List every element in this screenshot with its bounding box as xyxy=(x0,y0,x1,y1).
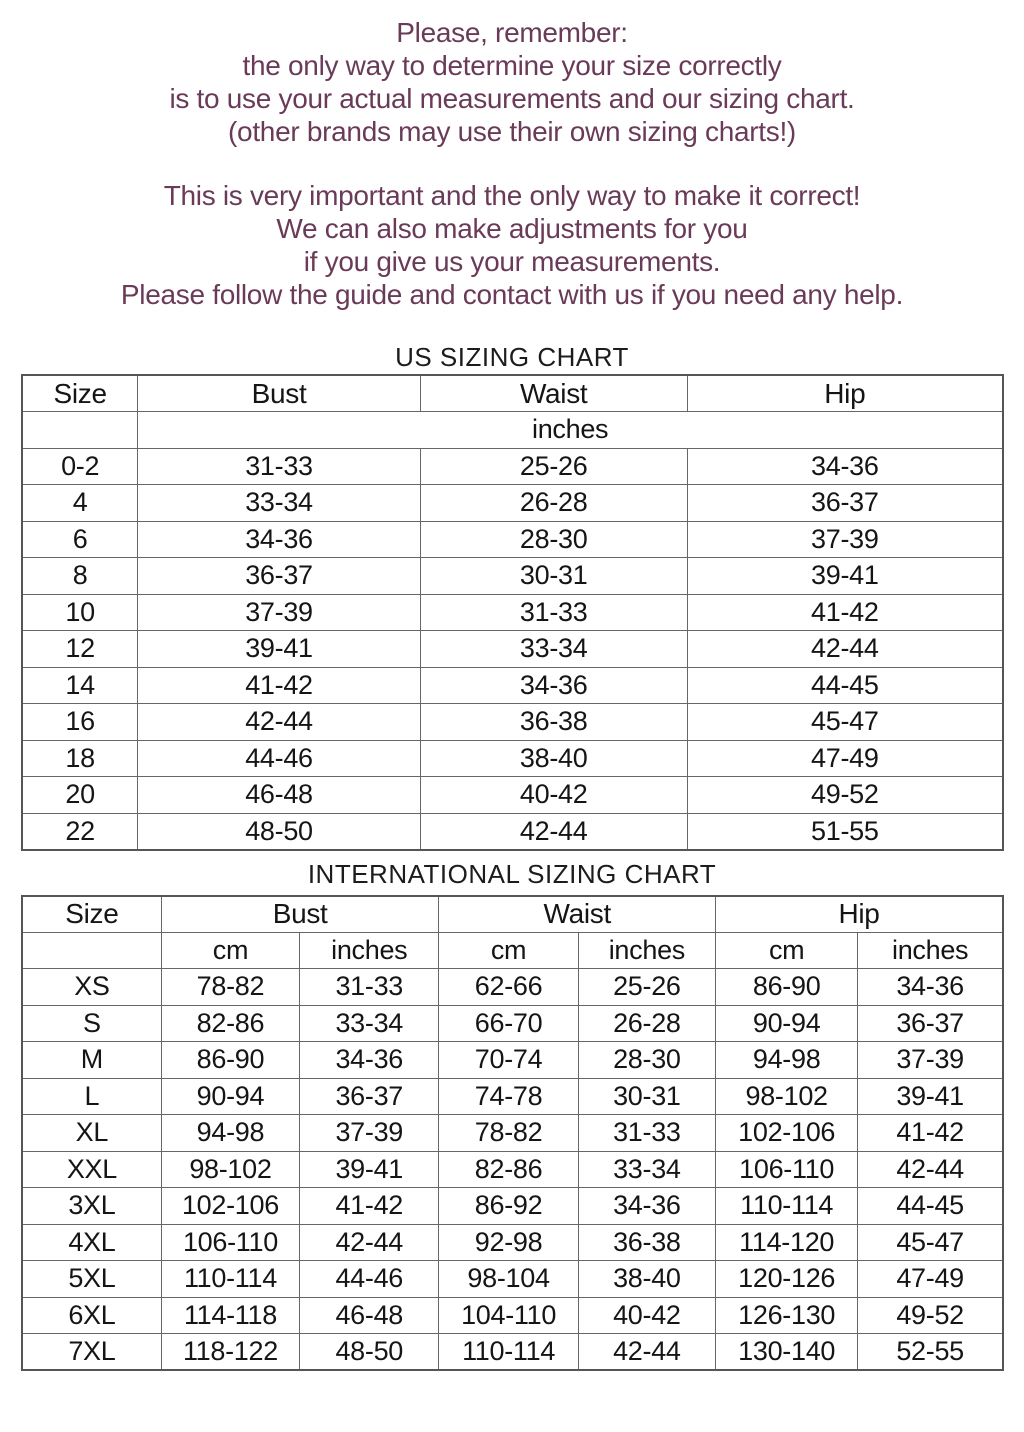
cell-waist_cm: 86-92 xyxy=(439,1188,578,1225)
cell-size: S xyxy=(22,1005,161,1042)
cell-hip_in: 39-41 xyxy=(858,1078,1003,1115)
table-row xyxy=(22,485,1003,522)
cell-waist_cm: 98-104 xyxy=(439,1261,578,1298)
cell-hip: 34-36 xyxy=(687,448,1003,485)
cell-bust_cm: 82-86 xyxy=(161,1005,299,1042)
table-row xyxy=(22,448,1003,485)
cell-waist: 38-40 xyxy=(420,740,687,777)
cell-waist_in: 38-40 xyxy=(578,1261,715,1298)
cell-size: 4XL xyxy=(22,1224,161,1261)
cell-hip: 36-37 xyxy=(687,485,1003,522)
cell-bust_cm: 98-102 xyxy=(161,1151,299,1188)
cell-waist_cm: 82-86 xyxy=(439,1151,578,1188)
cell-bust_in: 31-33 xyxy=(300,969,439,1006)
cell-size: 18 xyxy=(22,740,138,777)
units-label: inches xyxy=(578,932,715,969)
cell-bust: 37-39 xyxy=(138,594,421,631)
us-table-body xyxy=(22,448,1003,850)
cell-bust: 44-46 xyxy=(138,740,421,777)
cell-hip_in: 45-47 xyxy=(858,1224,1003,1261)
cell-size: 7XL xyxy=(22,1334,161,1371)
intro-line: if you give us your measurements. xyxy=(303,246,721,277)
cell-waist_cm: 92-98 xyxy=(439,1224,578,1261)
cell-size: 10 xyxy=(22,594,138,631)
cell-size: 22 xyxy=(22,813,138,850)
cell-waist_cm: 74-78 xyxy=(439,1078,578,1115)
empty-cell xyxy=(22,412,138,449)
cell-bust: 36-37 xyxy=(138,558,421,595)
cell-waist: 40-42 xyxy=(420,777,687,814)
intro-line: We can also make adjustments for you xyxy=(276,213,748,244)
intl-header-row xyxy=(22,896,1003,933)
units-label: cm xyxy=(716,932,858,969)
intro-line: is to use your actual measurements and our sizing chart. xyxy=(169,83,855,114)
cell-hip: 49-52 xyxy=(687,777,1003,814)
column-header-waist: Waist xyxy=(420,375,687,412)
cell-hip_cm: 98-102 xyxy=(716,1078,858,1115)
cell-bust_in: 48-50 xyxy=(300,1334,439,1371)
cell-size: 12 xyxy=(22,631,138,668)
cell-waist: 33-34 xyxy=(420,631,687,668)
cell-hip_in: 52-55 xyxy=(858,1334,1003,1371)
cell-waist_in: 25-26 xyxy=(578,969,715,1006)
cell-hip_cm: 126-130 xyxy=(716,1297,858,1334)
cell-bust_cm: 102-106 xyxy=(161,1188,299,1225)
cell-size: L xyxy=(22,1078,161,1115)
cell-waist_in: 30-31 xyxy=(578,1078,715,1115)
cell-waist: 36-38 xyxy=(420,704,687,741)
cell-waist_in: 26-28 xyxy=(578,1005,715,1042)
units-label: inches xyxy=(858,932,1003,969)
cell-bust: 33-34 xyxy=(138,485,421,522)
cell-waist_in: 34-36 xyxy=(578,1188,715,1225)
us-sizing-table xyxy=(21,374,1004,851)
cell-size: XXL xyxy=(22,1151,161,1188)
cell-hip_in: 41-42 xyxy=(858,1115,1003,1152)
intro-line: Please follow the guide and contact with us if you need any help. xyxy=(120,279,904,310)
cell-waist: 25-26 xyxy=(420,448,687,485)
cell-hip_cm: 130-140 xyxy=(716,1334,858,1371)
cell-waist: 34-36 xyxy=(420,667,687,704)
table-row xyxy=(22,1151,1003,1188)
table-row xyxy=(22,1224,1003,1261)
cell-hip: 37-39 xyxy=(687,521,1003,558)
intl-table-body xyxy=(22,969,1003,1371)
cell-hip_in: 34-36 xyxy=(858,969,1003,1006)
cell-waist_cm: 78-82 xyxy=(439,1115,578,1152)
cell-waist_in: 33-34 xyxy=(578,1151,715,1188)
cell-bust_cm: 114-118 xyxy=(161,1297,299,1334)
cell-hip_in: 37-39 xyxy=(858,1042,1003,1079)
cell-bust: 41-42 xyxy=(138,667,421,704)
cell-bust_in: 36-37 xyxy=(300,1078,439,1115)
cell-waist_cm: 62-66 xyxy=(439,969,578,1006)
cell-bust: 31-33 xyxy=(138,448,421,485)
table-row xyxy=(22,594,1003,631)
table-row xyxy=(22,969,1003,1006)
table-row xyxy=(22,1115,1003,1152)
intro-line: Please, remember: xyxy=(396,17,628,48)
cell-size: 3XL xyxy=(22,1188,161,1225)
intro-line: This is very important and the only way to make it correct! xyxy=(163,180,861,211)
cell-hip_cm: 94-98 xyxy=(716,1042,858,1079)
intro-line: the only way to determine your size correctly xyxy=(242,50,782,81)
cell-bust_cm: 78-82 xyxy=(161,969,299,1006)
units-label: inches xyxy=(300,932,439,969)
cell-waist: 26-28 xyxy=(420,485,687,522)
cell-hip_cm: 90-94 xyxy=(716,1005,858,1042)
column-header-waist: Waist xyxy=(439,896,716,933)
column-header-hip: Hip xyxy=(687,375,1003,412)
cell-size: XL xyxy=(22,1115,161,1152)
table-row xyxy=(22,813,1003,850)
cell-size: 5XL xyxy=(22,1261,161,1298)
cell-bust_in: 34-36 xyxy=(300,1042,439,1079)
column-header-bust: Bust xyxy=(138,375,421,412)
us-units-row xyxy=(22,412,1003,449)
cell-bust_cm: 106-110 xyxy=(161,1224,299,1261)
intl-units-row xyxy=(22,932,1003,969)
cell-bust: 39-41 xyxy=(138,631,421,668)
cell-bust_in: 42-44 xyxy=(300,1224,439,1261)
cell-hip_in: 42-44 xyxy=(858,1151,1003,1188)
cell-hip: 51-55 xyxy=(687,813,1003,850)
units-label: inches xyxy=(138,412,1003,449)
cell-bust_in: 39-41 xyxy=(300,1151,439,1188)
cell-waist_in: 42-44 xyxy=(578,1334,715,1371)
cell-waist: 31-33 xyxy=(420,594,687,631)
cell-waist: 30-31 xyxy=(420,558,687,595)
intro-paragraph-gap xyxy=(0,148,1024,179)
intro-line: (other brands may use their own sizing charts!) xyxy=(228,116,796,147)
table-row xyxy=(22,1005,1003,1042)
cell-size: XS xyxy=(22,969,161,1006)
cell-hip: 44-45 xyxy=(687,667,1003,704)
cell-hip_cm: 114-120 xyxy=(716,1224,858,1261)
cell-hip_in: 49-52 xyxy=(858,1297,1003,1334)
cell-hip_in: 36-37 xyxy=(858,1005,1003,1042)
table-row xyxy=(22,704,1003,741)
table-row xyxy=(22,631,1003,668)
cell-bust_in: 44-46 xyxy=(300,1261,439,1298)
cell-bust_in: 46-48 xyxy=(300,1297,439,1334)
cell-size: 20 xyxy=(22,777,138,814)
cell-bust_cm: 90-94 xyxy=(161,1078,299,1115)
cell-hip: 42-44 xyxy=(687,631,1003,668)
table-row xyxy=(22,740,1003,777)
table-row xyxy=(22,1188,1003,1225)
cell-hip: 41-42 xyxy=(687,594,1003,631)
cell-size: 14 xyxy=(22,667,138,704)
cell-bust_cm: 118-122 xyxy=(161,1334,299,1371)
column-header-bust: Bust xyxy=(161,896,439,933)
cell-bust: 34-36 xyxy=(138,521,421,558)
cell-bust_cm: 94-98 xyxy=(161,1115,299,1152)
column-header-size: Size xyxy=(22,375,138,412)
cell-waist_cm: 110-114 xyxy=(439,1334,578,1371)
cell-bust_in: 33-34 xyxy=(300,1005,439,1042)
cell-waist_in: 28-30 xyxy=(578,1042,715,1079)
cell-size: 8 xyxy=(22,558,138,595)
cell-bust_cm: 86-90 xyxy=(161,1042,299,1079)
cell-waist: 42-44 xyxy=(420,813,687,850)
cell-waist_cm: 66-70 xyxy=(439,1005,578,1042)
cell-size: 16 xyxy=(22,704,138,741)
cell-size: 4 xyxy=(22,485,138,522)
cell-bust_in: 41-42 xyxy=(300,1188,439,1225)
intl-sizing-table xyxy=(21,895,1004,1372)
cell-size: M xyxy=(22,1042,161,1079)
cell-waist_in: 40-42 xyxy=(578,1297,715,1334)
table-row xyxy=(22,1042,1003,1079)
cell-waist_cm: 70-74 xyxy=(439,1042,578,1079)
table-row xyxy=(22,1078,1003,1115)
cell-bust: 46-48 xyxy=(138,777,421,814)
column-header-size: Size xyxy=(22,896,161,933)
column-header-hip: Hip xyxy=(716,896,1003,933)
cell-bust: 48-50 xyxy=(138,813,421,850)
cell-hip_cm: 102-106 xyxy=(716,1115,858,1152)
cell-hip_cm: 106-110 xyxy=(716,1151,858,1188)
intl-chart-title: INTERNATIONAL SIZING CHART xyxy=(307,858,717,889)
cell-hip_in: 44-45 xyxy=(858,1188,1003,1225)
cell-hip_cm: 86-90 xyxy=(716,969,858,1006)
cell-hip: 47-49 xyxy=(687,740,1003,777)
cell-hip: 45-47 xyxy=(687,704,1003,741)
cell-waist_cm: 104-110 xyxy=(439,1297,578,1334)
cell-bust_in: 37-39 xyxy=(300,1115,439,1152)
cell-size: 0-2 xyxy=(22,448,138,485)
units-label: cm xyxy=(439,932,578,969)
cell-waist: 28-30 xyxy=(420,521,687,558)
cell-size: 6XL xyxy=(22,1297,161,1334)
cell-bust_cm: 110-114 xyxy=(161,1261,299,1298)
table-row xyxy=(22,521,1003,558)
empty-cell xyxy=(22,932,161,969)
cell-size: 6 xyxy=(22,521,138,558)
cell-waist_in: 36-38 xyxy=(578,1224,715,1261)
cell-hip_in: 47-49 xyxy=(858,1261,1003,1298)
cell-bust: 42-44 xyxy=(138,704,421,741)
table-row xyxy=(22,1334,1003,1371)
table-row xyxy=(22,777,1003,814)
us-header-row xyxy=(22,375,1003,412)
units-label: cm xyxy=(161,932,299,969)
table-row xyxy=(22,1297,1003,1334)
intro-note xyxy=(0,0,1024,311)
table-row xyxy=(22,667,1003,704)
us-chart-title: US SIZING CHART xyxy=(395,342,629,372)
cell-hip_cm: 110-114 xyxy=(716,1188,858,1225)
table-row xyxy=(22,1261,1003,1298)
cell-hip: 39-41 xyxy=(687,558,1003,595)
table-row xyxy=(22,558,1003,595)
cell-waist_in: 31-33 xyxy=(578,1115,715,1152)
cell-hip_cm: 120-126 xyxy=(716,1261,858,1298)
